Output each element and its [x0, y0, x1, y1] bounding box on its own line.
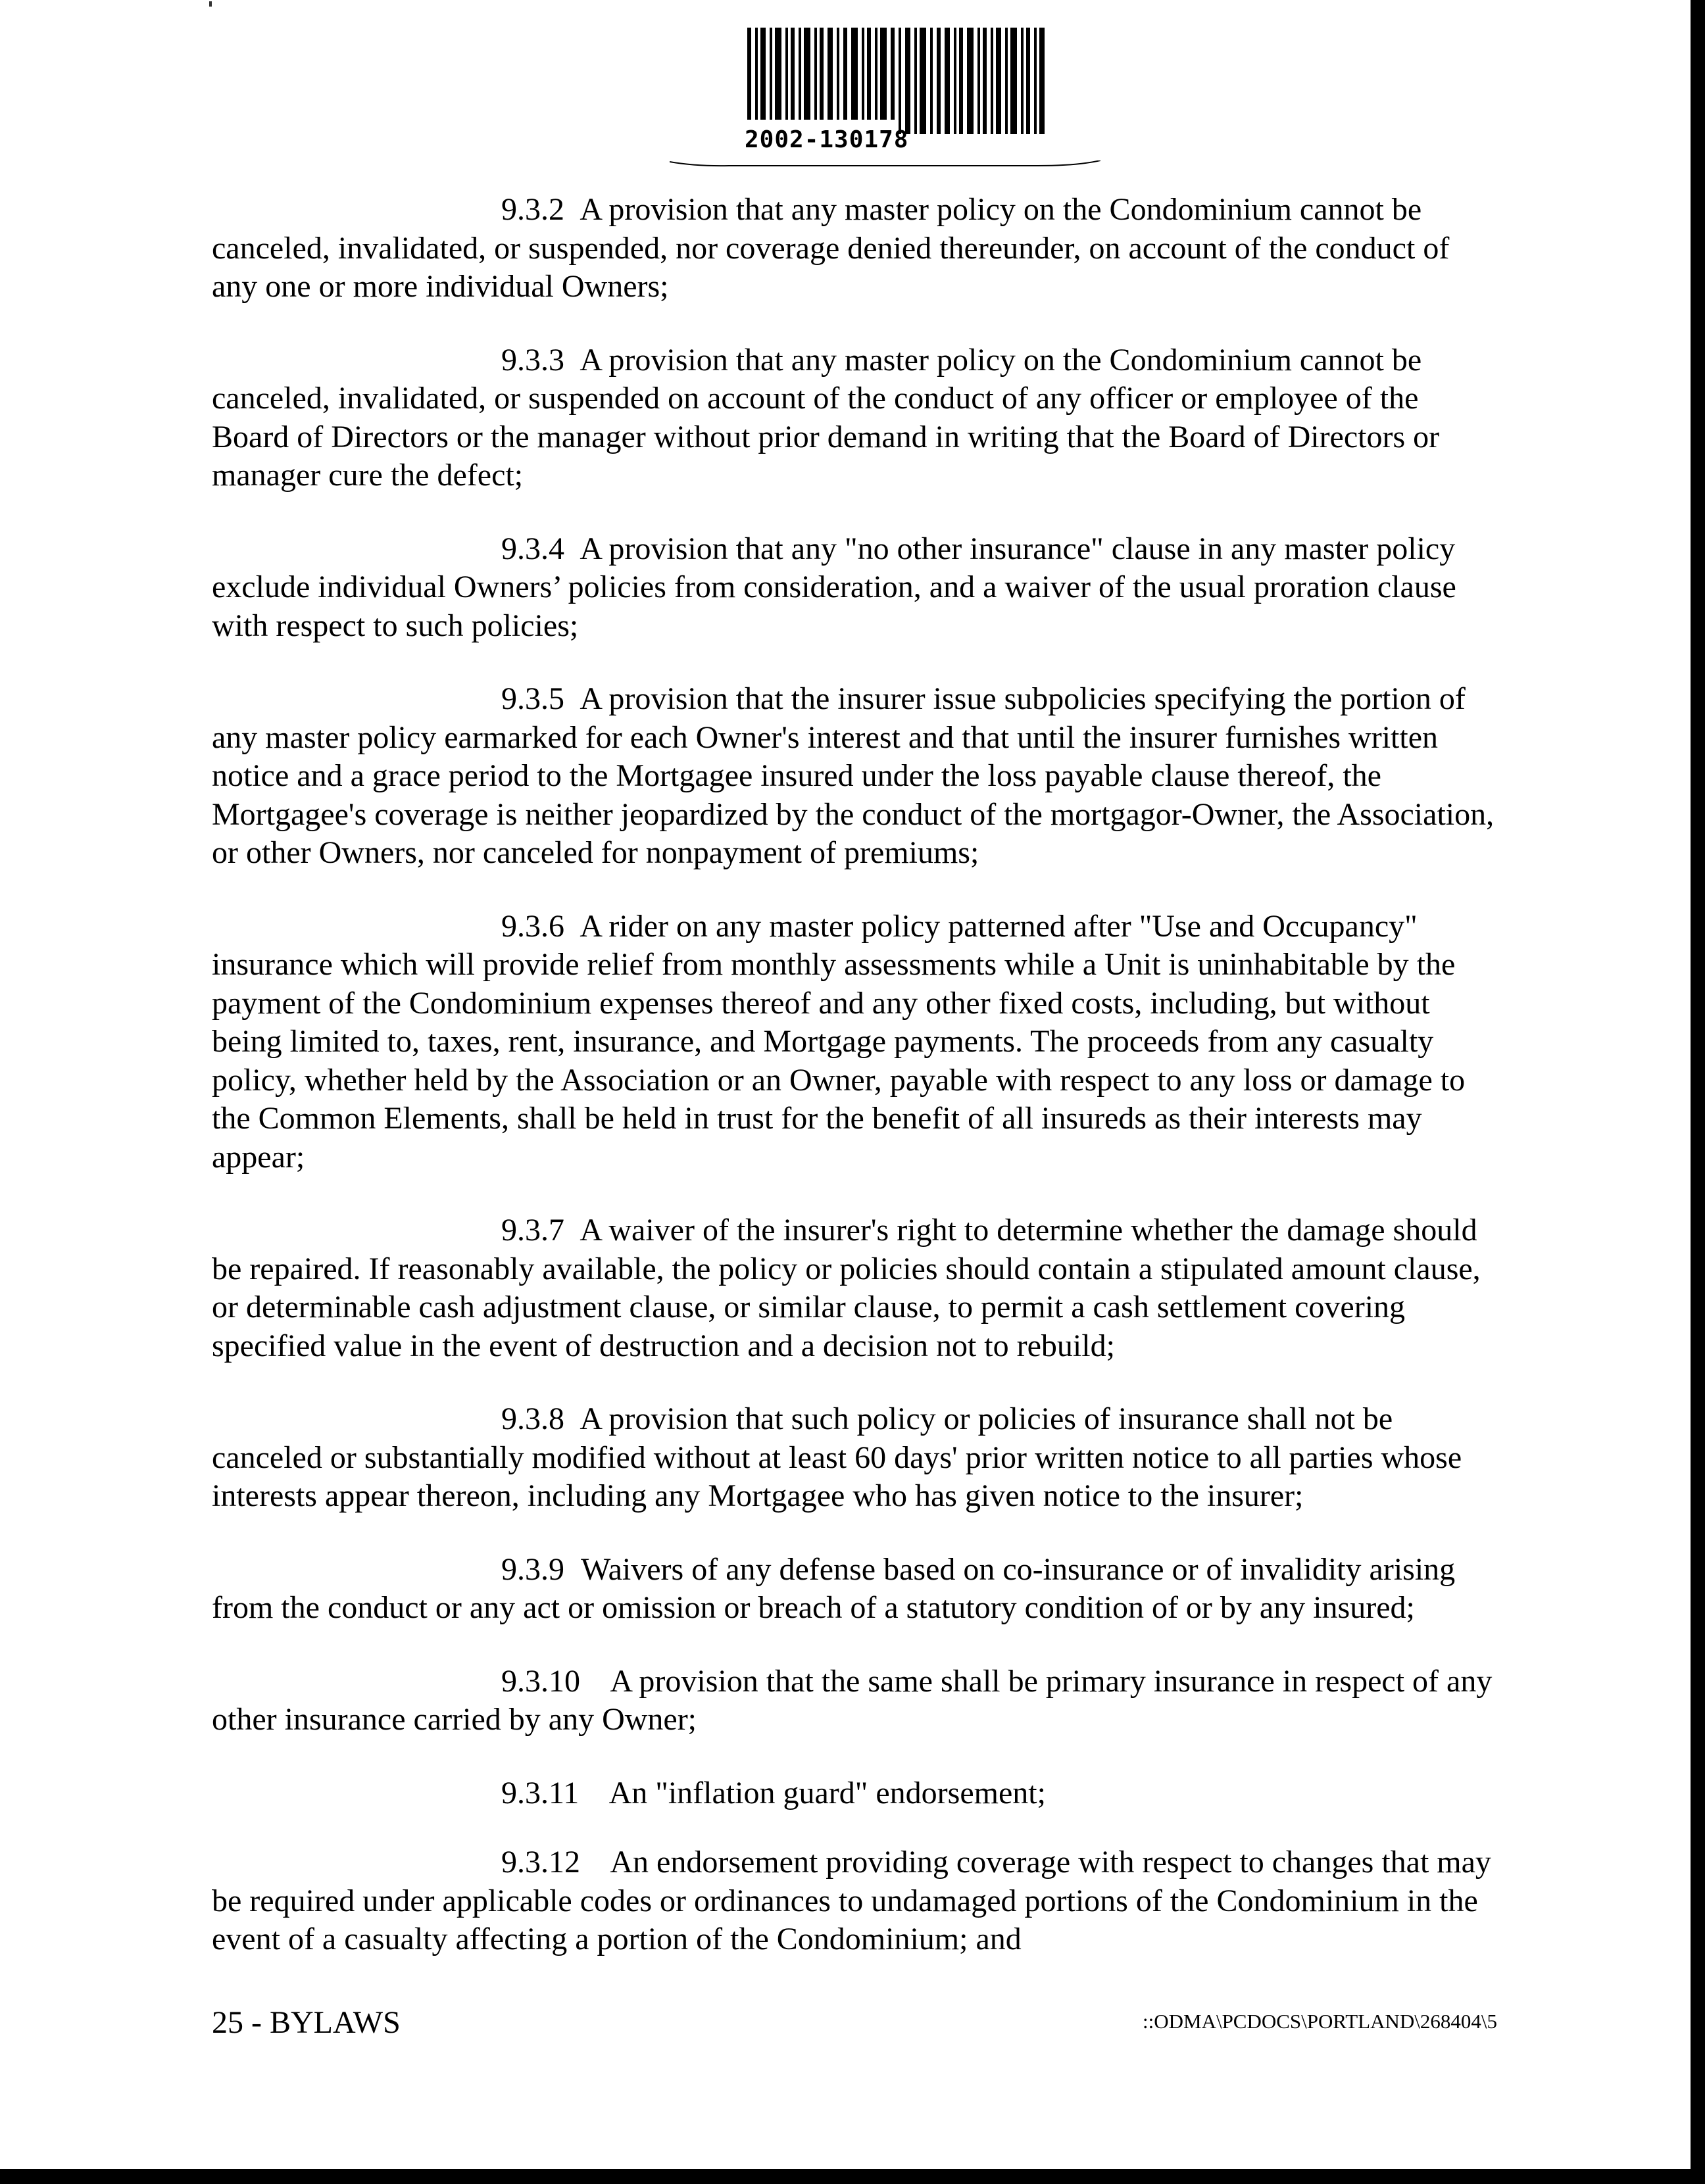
section-number: 9.3.5	[501, 681, 564, 716]
paragraph-text: A provision that any master policy on the Condominium cannot be canceled, invalidated, or suspended, nor coverage denied thereunder, on account of the conduct of any one or more individual Owners;	[212, 192, 1450, 304]
scan-speck	[209, 1, 212, 7]
section-number: 9.3.8	[501, 1401, 564, 1436]
document-body	[212, 191, 1501, 1994]
section-number: 9.3.12	[501, 1845, 580, 1880]
paragraph-text: A provision that the same shall be primary insurance in respect of any other insurance carried by any Owner;	[212, 1663, 1493, 1737]
section-number: 9.3.2	[501, 192, 564, 227]
paragraph-text: An endorsement providing coverage with respect to changes that may be required under applicable codes or ordinances to undamaged portions of the Condominium in the event of a casualty affecting a portion of the Condominium; and	[212, 1845, 1491, 1956]
footer-page-label: 25 - BYLAWS	[212, 2005, 401, 2040]
paragraph-9-3-11	[212, 1774, 1501, 1813]
paragraph-text: A provision that such policy or policies of insurance shall not be canceled or substantially modified without at least 60 days' prior written notice to all parties whose interests appear thereon, including any Mortgagee who has given notice to the insurer;	[212, 1401, 1462, 1513]
paragraph-text: A provision that any master policy on the Condominium cannot be canceled, invalidated, or suspended on account of the conduct of any officer or employee of the Board of Directors or the manager without prior demand in writing that the Board of Directors or manager cure the defect;	[212, 342, 1440, 493]
paragraph-9-3-3	[212, 341, 1501, 495]
section-number: 9.3.3	[501, 342, 564, 377]
paragraph-9-3-12	[212, 1843, 1501, 1959]
barcode-bars	[747, 28, 1050, 134]
section-number: 9.3.7	[501, 1213, 564, 1248]
paragraph-9-3-8	[212, 1400, 1501, 1516]
footer-document-path: ::ODMA\PCDOCS\PORTLAND\268404\5	[1143, 2010, 1497, 2033]
paragraph-9-3-6	[212, 908, 1501, 1177]
paragraph-9-3-10	[212, 1662, 1501, 1739]
barcode-underline	[670, 160, 1100, 167]
section-number: 9.3.11	[501, 1775, 580, 1810]
section-number: 9.3.9	[501, 1551, 564, 1587]
paragraph-text: A provision that any "no other insurance" clause in any master policy exclude individual Owners’ policies from consideration, and a waiver of the usual proration clause with respect to such policies;	[212, 531, 1456, 643]
paragraph-text: An "inflation guard" endorsement;	[608, 1775, 1046, 1810]
paragraph-9-3-4	[212, 530, 1501, 646]
section-number: 9.3.6	[501, 908, 564, 944]
paragraph-9-3-5	[212, 680, 1501, 873]
barcode	[742, 28, 1045, 159]
section-number: 9.3.10	[501, 1663, 580, 1699]
paragraph-9-3-7	[212, 1211, 1501, 1365]
paragraph-text: Waivers of any defense based on co-insurance or of invalidity arising from the conduct or any act or omission or breach of a statutory condition of or by any insured;	[212, 1551, 1456, 1625]
paragraph-9-3-9	[212, 1551, 1501, 1628]
barcode-number: 2002-130178	[745, 126, 909, 153]
paragraph-text: A provision that the insurer issue subpolicies specifying the portion of any master policy earmarked for each Owner's interest and that until the insurer furnishes written notice and a grace period to the Mortgagee insured under the loss payable clause thereof, the Mortgagee's coverage is neither jeopardized by the conduct of the mortgagor-Owner, the Association, or other Owners, nor canceled for nonpayment of premiums;	[212, 681, 1495, 870]
section-number: 9.3.4	[501, 531, 564, 566]
paragraph-text: A waiver of the insurer's right to determine whether the damage should be repaired. If reasonably available, the policy or policies should contain a stipulated amount clause, or determinable cash adjustment clause, or similar clause, to permit a cash settlement covering specified value in the event of destruction and a decision not to rebuild;	[212, 1213, 1481, 1363]
paragraph-text: A rider on any master policy patterned after "Use and Occupancy" insurance which will provide relief from monthly assessments while a Unit is uninhabitable by the payment of the Condominium expenses thereof and any other fixed costs, including, but without being limited to, taxes, rent, insurance, and Mortgage payments. The proceeds from any casualty policy, whether held by the Association or an Owner, payable with respect to any loss or damage to the Common Elements, shall be held in trust for the benefit of all insureds as their interests may appear;	[212, 908, 1466, 1175]
paragraph-9-3-2	[212, 191, 1501, 306]
